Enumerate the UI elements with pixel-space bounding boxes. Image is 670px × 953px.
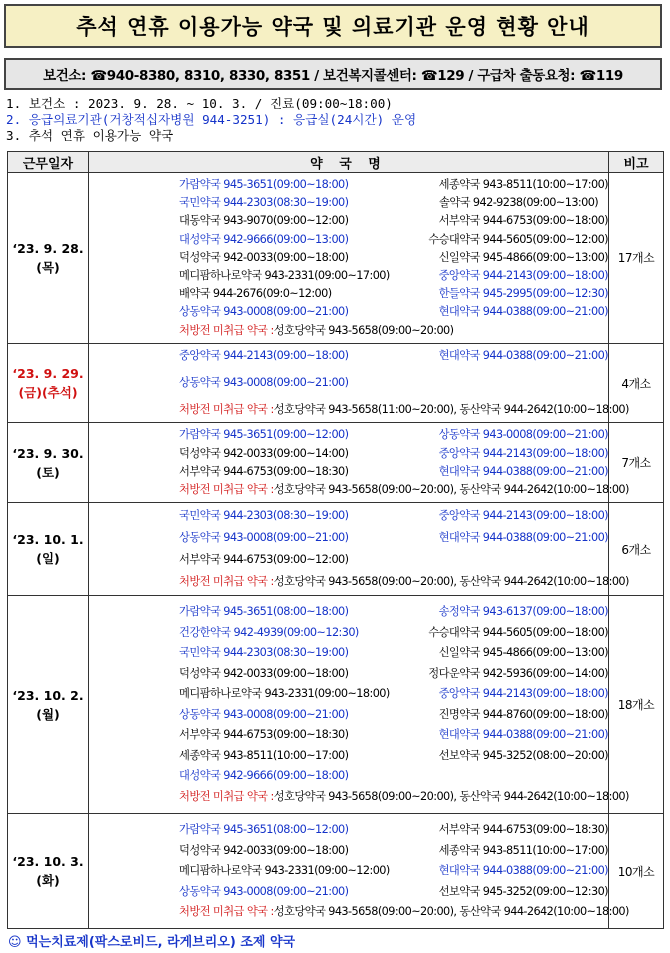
table-row [8,596,664,814]
date-cell: ‘23. 10. 3. (화) [8,814,89,929]
date-cell: ‘23. 10. 1. (일) [8,503,89,596]
count-cell: 18개소 [609,596,664,814]
date-cell: ‘23. 9. 29. (금)(추석) [8,343,89,423]
table-row [8,814,664,929]
pharmacy-table [7,151,664,929]
header-date: 근무일자 [8,152,89,173]
table-row [8,503,664,596]
pharmacy-cell: 가람약국 945-3651(08:00~12:00) 서부약국 944-6753(09:00~18:30) 덕성약국 942-0033(09:00~18:00) 세종약국 943-8511(10:00~17:00) 메디팜하나로약국 943-2331(09:00~12:00) 현대약국 944-0388(09:00~21:00) 상동약국 943-0008(09:00~21:00) 선보약국 945-3252(09:00~12:30) 처방전 미취급 약국 : 성호당약국 943-5658(09:00~20:00), 동산약국 944-2642(10:00~18:00) [89,814,609,929]
count-cell: 10개소 [609,814,664,929]
pharmacy-cell: 가람약국 945-3651(09:00~12:00) 상동약국 943-0008(09:00~21:00) 덕성약국 942-0033(09:00~14:00) 중앙약국 944-2143(09:00~18:00) 서부약국 944-6753(09:00~18:30) 현대약국 944-0388(09:00~21:00) 처방전 미취급 약국 : 성호당약국 943-5658(09:00~20:00), 동산약국 944-2642(10:00~18:00) [89,423,609,503]
note-emergency: 2. 응급의료기관(거창적십자병원 944-3251) : 응급실(24시간) 운영 [6,112,417,127]
pharmacy-cell: 국민약국 944-2303(08:30~19:00) 중앙약국 944-2143(09:00~18:00) 상동약국 943-0008(09:00~21:00) 현대약국 944-0388(09:00~21:00) 서부약국 944-6753(09:00~12:00) 처방전 미취급 약국 : 성호당약국 943-5658(09:00~20:00), 동산약국 944-2642(10:00~18:00) [89,503,609,596]
table-row [8,173,664,344]
pharmacy-cell: 가람약국 945-3651(08:00~18:00) 송정약국 943-6137(09:00~18:00) 건강한약국 942-4939(09:00~12:30) 수승대약국 944-5605(09:00~18:00) 국민약국 944-2303(08:30~19:00) 신일약국 945-4866(09:00~13:00) 덕성약국 942-0033(09:00~18:00) 정다운약국 942-5936(09:00~14:00) 메디팜하나로약국 943-2331(09:00~18:00) 중앙약국 944-2143(09:00~18:00) 상동약국 943-0008(09:00~21:00) 진명약국 944-8760(09:00~18:00) 서부약국 944-6753(09:00~18:30) 현대약국 944-0388(09:00~21:00) 세종약국 943-8511(10:00~17:00) 선보약국 945-3252(08:00~20:00) 대성약국 942-9666(09:00~18:00) 처방전 미취급 약국 : 성호당약국 943-5658(09:00~20:00), 동산약국 944-2642(10:00~18:00) [89,596,609,814]
table-row [8,343,664,423]
date-cell: ‘23. 9. 28. (목) [8,173,89,344]
count-cell: 6개소 [609,503,664,596]
note-health-center: 1. 보건소 : 2023. 9. 28. ~ 10. 3. / 진료(09:00~18:00) [6,96,393,111]
date-cell: ‘23. 9. 30. (토) [8,423,89,503]
note-pharmacies: 3. 추석 연휴 이용가능 약국 [6,128,174,143]
count-cell: 7개소 [609,423,664,503]
table-header-row [8,152,664,173]
pharmacy-cell: 가람약국 945-3651(09:00~18:00) 세종약국 943-8511(10:00~17:00) 국민약국 944-2303(08:30~19:00) 솔약국 942-9238(09:00~13:00) 대동약국 943-9070(09:00~12:00) 서부약국 944-6753(09:00~18:00) 대성약국 942-9666(09:00~13:00) 수승대약국 944-5605(09:00~12:00) 덕성약국 942-0033(09:00~18:00) 신일약국 945-4866(09:00~13:00) 메디팜하나로약국 943-2331(09:00~17:00) 중앙약국 944-2143(09:00~18:00) 배약국 944-2676(09:0~12:00) 한들약국 945-2995(09:00~12:30) 상동약국 943-0008(09:00~21:00) 현대약국 944-0388(09:00~21:00) 처방전 미취급 약국 : 성호당약국 943-5658(09:00~20:00) [89,173,609,344]
date-cell: ‘23. 10. 2. (월) [8,596,89,814]
contact-banner: 보건소: ☎940-8380, 8310, 8330, 8351 / 보건복지콜센터: ☎129 / 구급차 출동요청: ☎119 [4,58,662,90]
notes [6,96,416,144]
header-pharmacy: 약 국 명 [89,152,609,173]
count-cell: 4개소 [609,343,664,423]
footer-note: ☺ 먹는치료제(팍스로비드, 라게브리오) 조제 약국 [8,935,296,950]
count-cell: 17개소 [609,173,664,344]
pharmacy-cell: 중앙약국 944-2143(09:00~18:00) 현대약국 944-0388(09:00~21:00) 상동약국 943-0008(09:00~21:00) 처방전 미취급 약국 : 성호당약국 943-5658(11:00~20:00), 동산약국 944-2642(10:00~18:00) [89,343,609,423]
page-title: 추석 연휴 이용가능 약국 및 의료기관 운영 현황 안내 [4,4,662,48]
header-note: 비고 [609,152,664,173]
table-row [8,423,664,503]
